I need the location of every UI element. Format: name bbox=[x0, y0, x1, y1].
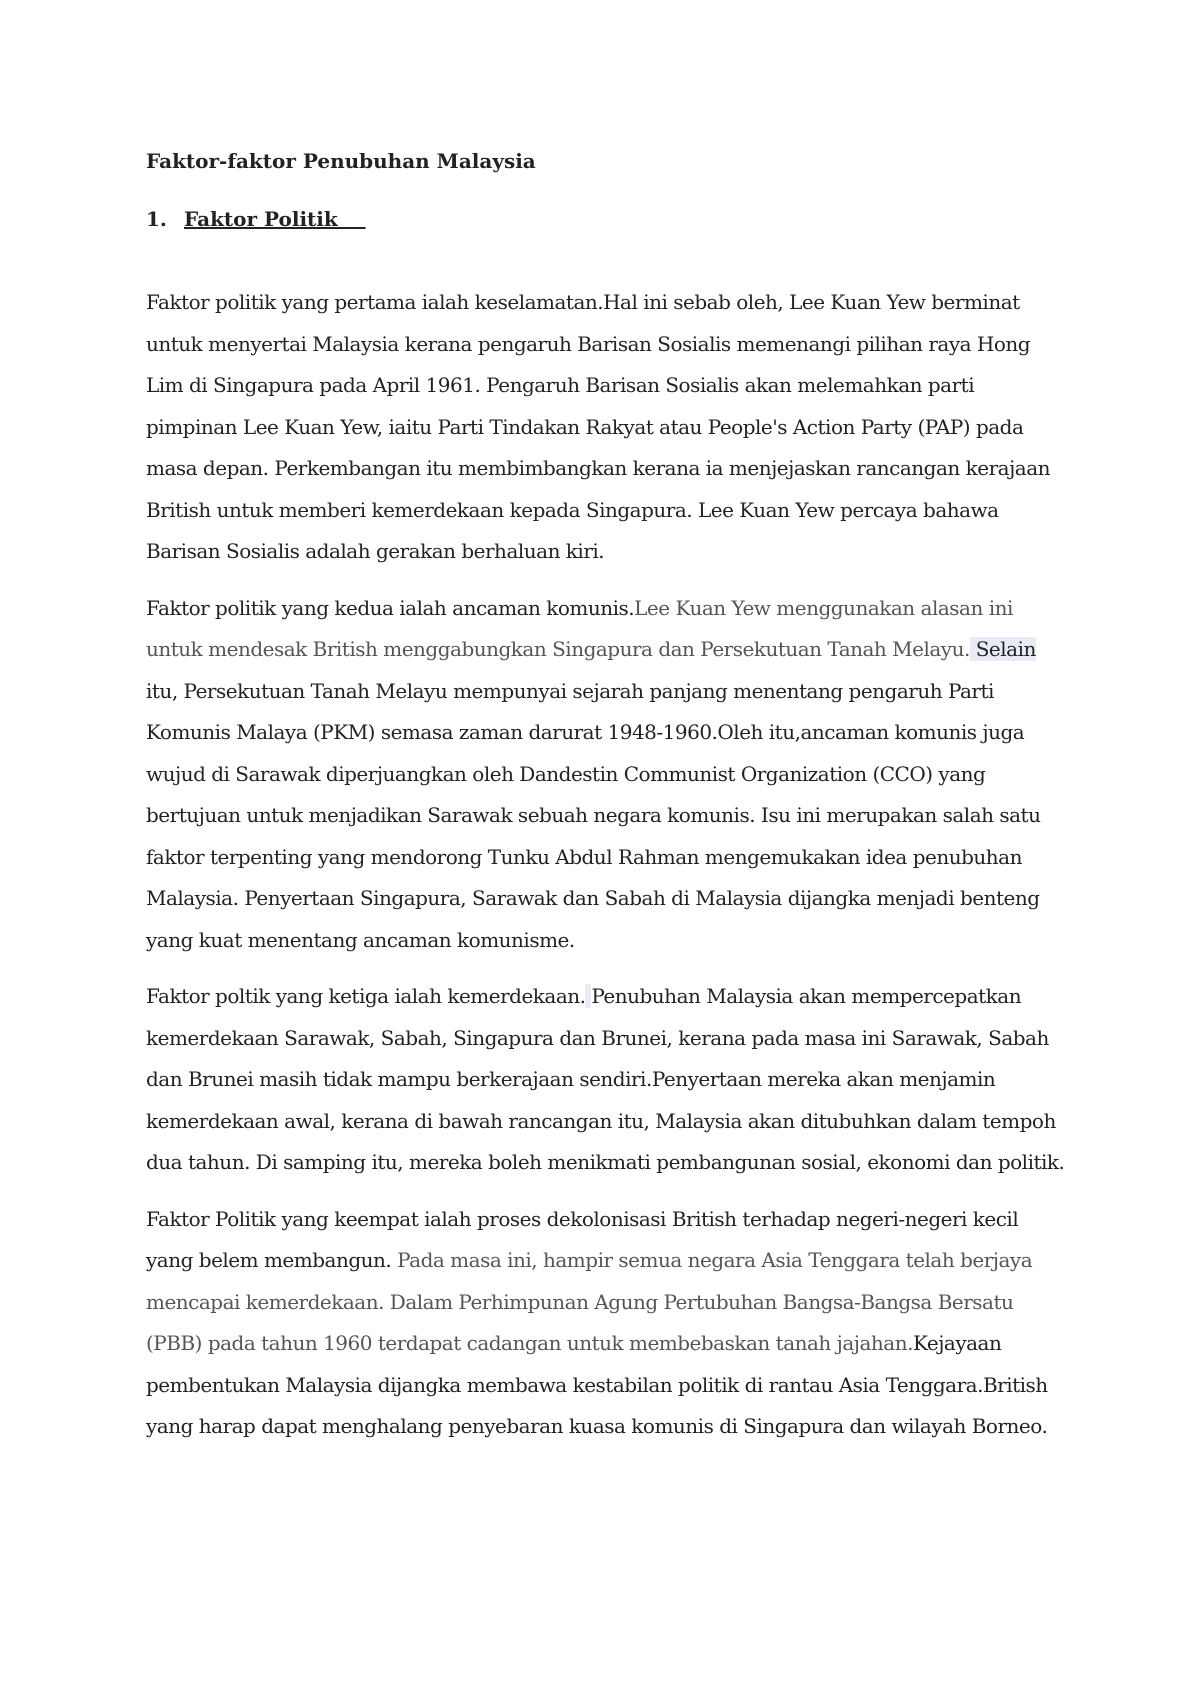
paragraph-text: Faktor politik yang pertama ialah keselamatan.Hal ini sebab oleh, Lee Kuan Yew berminat untuk menyertai Malaysia kerana pengaruh Barisan Sosialis memenangi pilihan raya Hong Lim di Singapura pada April 1961. Pengaruh Barisan Sosialis akan melemahkan parti pimpinan Lee Kuan Yew, iaitu Parti Tindakan Rakyat atau People's Action Party (PAP) pada masa depan. Perkembangan itu membimbangkan kerana ia menjejaskan rancangan kerajaan British untuk memberi kemerdekaan kepada Singapura. Lee Kuan Yew percaya bahawa Barisan Sosialis adalah gerakan berhaluan kiri. bbox=[146, 290, 1051, 563]
section-heading-text: Faktor Politik bbox=[184, 207, 366, 231]
paragraph-2 bbox=[146, 588, 1066, 962]
paragraph-text: Faktor Politik yang keempat ialah proses dekolonisasi British terhadap negeri-negeri kecil yang belem membangun. bbox=[146, 1206, 1019, 1272]
paragraph-text-muted: Lee Kuan Yew menggunakan alasan ini untuk mendesak British menggabungkan Singapura dan Persekutuan Tanah Melayu. bbox=[146, 595, 1013, 661]
paragraph-text: Penubuhan Malaysia akan mempercepatkan kemerdekaan Sarawak, Sabah, Singapura dan Brunei, kerana pada masa ini Sarawak, Sabah dan Brunei masih tidak mampu berkerajaan sendiri.Penyertaan mereka akan menjamin kemerdekaan awal, kerana di bawah rancangan itu, Malaysia akan ditubuhkan dalam tempoh dua tahun. Di samping itu, mereka boleh menikmati pembangunan sosial, ekonomi dan politik. bbox=[146, 984, 1065, 1174]
section-heading bbox=[146, 198, 1066, 240]
paragraph-text-muted: Pada masa ini, hampir semua negara Asia Tenggara telah berjaya mencapai kemerdekaan. Dalam Perhimpunan Agung Pertubuhan Bangsa-Bangsa Bersatu (PBB) pada tahun 1960 terdapat cadangan untuk membebaskan tanah jajahan. bbox=[146, 1248, 1033, 1355]
paragraph-text: Kejayaan pembentukan Malaysia dijangka membawa kestabilan politik di rantau Asia Tenggara.British yang harap dapat menghalang penyebaran kuasa komunis di Singapura dan wilayah Borneo. bbox=[146, 1331, 1048, 1438]
paragraph-text: Faktor politik yang kedua ialah ancaman komunis. bbox=[146, 595, 635, 620]
document-title: Faktor-faktor Penubuhan Malaysia bbox=[146, 149, 536, 173]
paragraph-text: Faktor poltik yang ketiga ialah kemerdekaan. bbox=[146, 984, 586, 1008]
paragraph-3 bbox=[146, 976, 1066, 1184]
paragraph-text: itu, Persekutuan Tanah Melayu mempunyai sejarah panjang menentang pengaruh Parti Komunis Malaya (PKM) semasa zaman darurat 1948-1960.Oleh itu,ancaman komunis juga wujud di Sarawak diperjuangkan oleh Dandestin Communist Organization (CCO) yang bertujuan untuk menjadikan Sarawak sebuah negara komunis. Isu ini merupakan salah satu faktor terpenting yang mendorong Tunku Abdul Rahman mengemukakan idea penubuhan Malaysia. Penyertaan Singapura, Sarawak dan Sabah di Malaysia dijangka menjadi benteng yang kuat menentang ancaman komunisme. bbox=[146, 678, 1041, 952]
section-number: 1. bbox=[146, 207, 167, 231]
paragraph-4 bbox=[146, 1199, 1066, 1448]
highlighted-text: Selain bbox=[969, 637, 1036, 661]
document-page bbox=[146, 140, 1066, 1463]
paragraph-1 bbox=[146, 282, 1066, 573]
